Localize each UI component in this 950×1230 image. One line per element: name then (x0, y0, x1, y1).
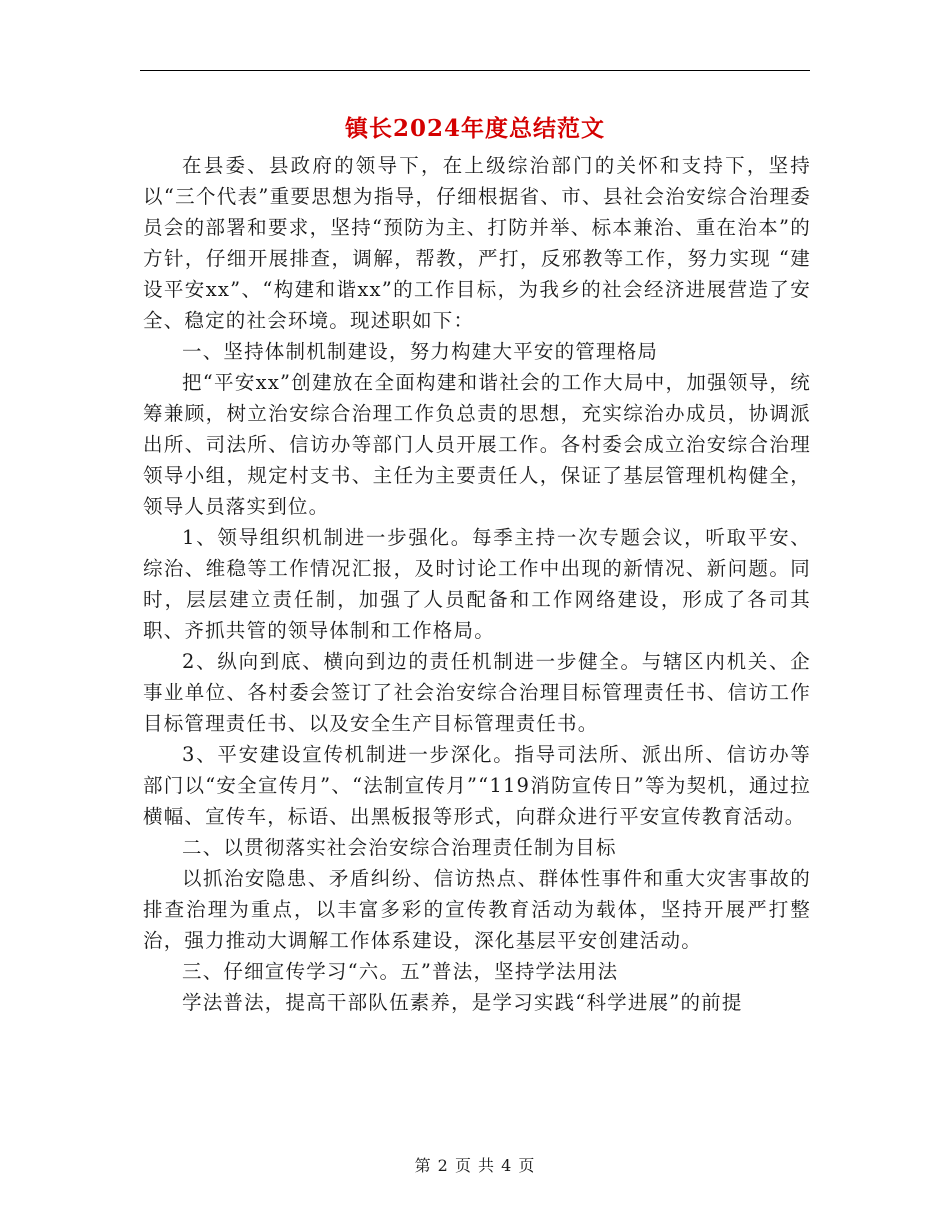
section-heading-1: 一、坚持体制机制建设，努力构建大平安的管理格局 (182, 340, 659, 363)
paragraph-item-1: 1、领导组织机制进一步强化。每季主持一次专题会议，听取平安、综治、维稳等工作情况汇报，及时讨论工作中出现的新情况、新问题。同时，层层建立责任制，加强了人员配备和工作网络建设，形成了各司其职、齐抓共管的领导体制和工作格局。 (143, 526, 811, 642)
section-heading-3: 三、仔细宣传学习“六。五”普法，坚持学法用法 (182, 960, 619, 983)
paragraph-section-1: 把“平安xx”创建放在全面构建和谐社会的工作大局中，加强领导，统筹兼顾，树立治安综合治理工作负总责的思想，充实综治办成员，协调派出所、司法所、信访办等部门人员开展工作。各村委会成立治安综合治理领导小组，规定村支书、主任为主要责任人，保证了基层管理机构健全，领导人员落实到位。 (143, 371, 811, 518)
section-heading-2: 二、以贯彻落实社会治安综合治理责任制为目标 (182, 836, 617, 859)
paragraph-item-2: 2、纵向到底、横向到边的责任机制进一步健全。与辖区内机关、企事业单位、各村委会签订了社会治安综合治理目标管理责任书、信访工作目标管理责任书、以及安全生产目标管理责任书。 (143, 650, 811, 735)
document-body (143, 150, 811, 1018)
header-rule (140, 70, 810, 71)
paragraph-intro: 在县委、县政府的领导下，在上级综治部门的关怀和支持下，坚持以“三个代表”重要思想为指导，仔细根据省、市、县社会治安综合治理委员会的部署和要求，坚持“预防为主、打防并举、标本兼治、重在治本”的方针，仔细开展排查，调解，帮教，严打，反邪教等工作，努力实现 “建设平安xx”、“构建和谐xx”的工作目标，为我乡的社会经济进展营造了安全、稳定的社会环境。现述职如下： (143, 154, 811, 332)
paragraph-section-2: 以抓治安隐患、矛盾纠纷、信访热点、群体性事件和重大灾害事故的排查治理为重点，以丰富多彩的宣传教育活动为载体，坚持开展严打整治，强力推动大调解工作体系建设，深化基层平安创建活动。 (143, 867, 811, 952)
document-title: 镇长2024年度总结范文 (344, 115, 605, 142)
paragraph-item-3: 3、平安建设宣传机制进一步深化。指导司法所、派出所、信访办等部门以“安全宣传月”、“法制宣传月”“119消防宣传日”等为契机，通过拉横幅、宣传车，标语、出黑板报等形式，向群众进行平安宣传教育活动。 (143, 743, 811, 828)
page-number: 第 2 页 共 4 页 (414, 1156, 536, 1175)
paragraph-section-3: 学法普法，提高干部队伍素养，是学习实践“科学进展”的前提 (182, 991, 743, 1014)
